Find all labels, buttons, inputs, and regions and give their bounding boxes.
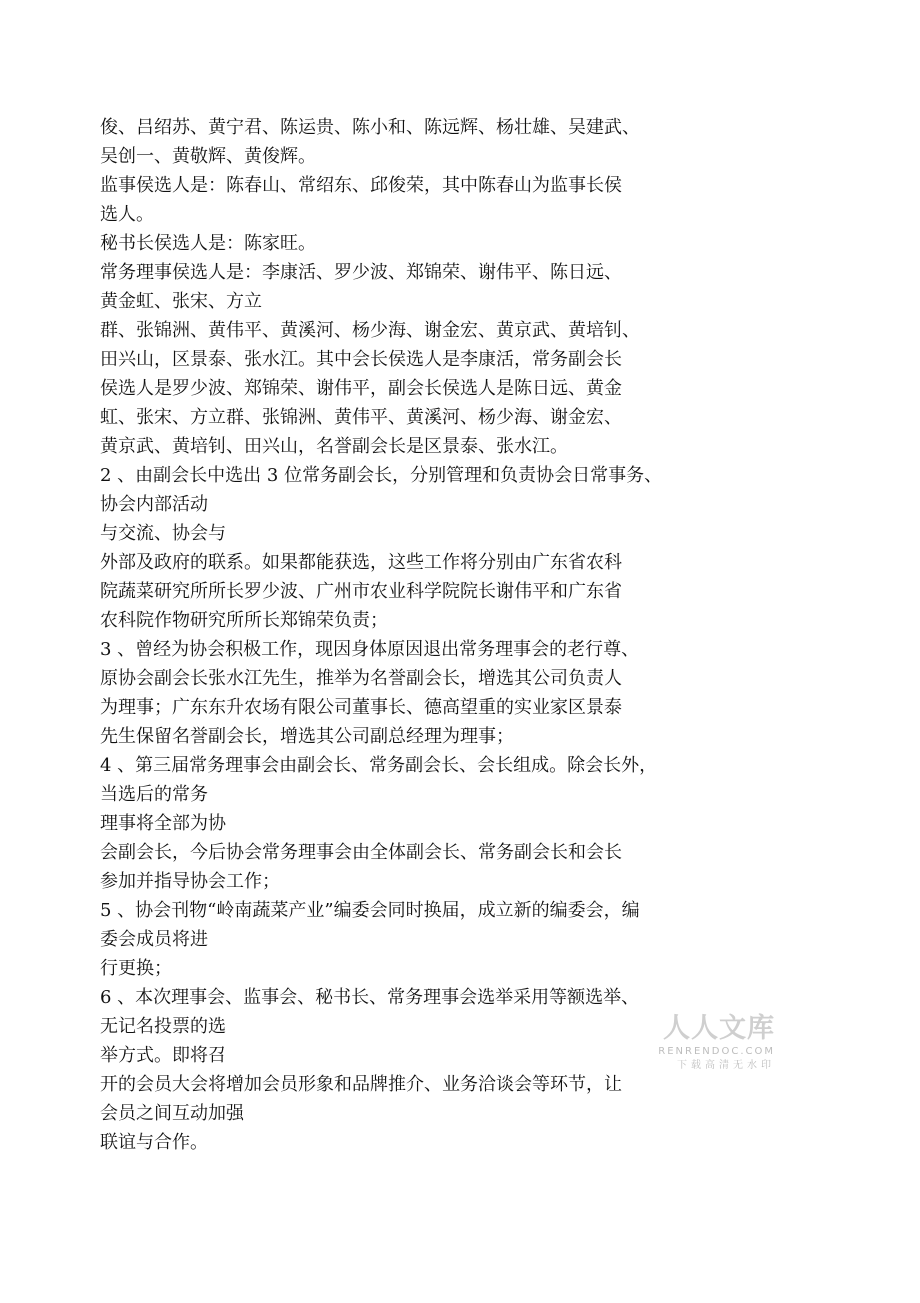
document-line: 农科院作物研究所所长郑锦荣负责； (100, 610, 388, 631)
document-line: 理事将全部为协 (100, 813, 226, 834)
document-line: 黄金虹、张宋、方立 (100, 291, 262, 312)
watermark-site: RENRENDOC.COM (658, 1046, 775, 1057)
document-line: 原协会副会长张水江先生，推举为名誉副会长，增选其公司负责人 (100, 668, 622, 689)
document-line: 参加并指导协会工作； (100, 871, 280, 892)
watermark-logo (640, 1013, 775, 1073)
document-line: 当选后的常务 (100, 784, 208, 805)
document-text-body (100, 113, 760, 1157)
document-line: 3 、曾经为协会积极工作，现因身体原因退出常务理事会的老行尊、 (100, 639, 640, 660)
document-line: 2 、由副会长中选出 3 位常务副会长，分别管理和负责协会日常事务、 (100, 465, 663, 486)
document-line: 为理事；广东东升农场有限公司董事长、德高望重的实业家区景泰 (100, 697, 622, 718)
document-line: 院蔬菜研究所所长罗少波、广州市农业科学院院长谢伟平和广东省 (100, 581, 622, 602)
document-line: 选人。 (100, 204, 154, 225)
document-line: 吴创一、黄敬辉、黄俊辉。 (100, 146, 316, 167)
document-line: 监事侯选人是：陈春山、常绍东、邱俊荣，其中陈春山为监事长侯 (100, 175, 622, 196)
document-line: 会副会长，今后协会常务理事会由全体副会长、常务副会长和会长 (100, 842, 622, 863)
document-line: 联谊与合作。 (100, 1132, 208, 1153)
document-line: 群、张锦洲、黄伟平、黄溪河、杨少海、谢金宏、黄京武、黄培钊、 (100, 320, 640, 341)
document-line: 5 、协会刊物“岭南蔬菜产业”编委会同时换届，成立新的编委会，编 (100, 900, 640, 921)
document-line: 秘书长侯选人是：陈家旺。 (100, 233, 316, 254)
watermark-brand: 人人文库 (663, 1013, 775, 1044)
document-line: 黄京武、黄培钊、田兴山，名誉副会长是区景泰、张水江。 (100, 436, 568, 457)
document-line: 委会成员将进 (100, 929, 208, 950)
document-line: 侯选人是罗少波、郑锦荣、谢伟平，副会长侯选人是陈日远、黄金 (100, 378, 622, 399)
watermark-tagline: 下载高清无水印 (677, 1060, 775, 1071)
document-line: 先生保留名誉副会长，增选其公司副总经理为理事； (100, 726, 514, 747)
document-line: 与交流、协会与 (100, 523, 226, 544)
document-line: 协会内部活动 (100, 494, 208, 515)
document-line: 6 、本次理事会、监事会、秘书长、常务理事会选举采用等额选举、 (100, 987, 640, 1008)
document-line: 行更换； (100, 958, 172, 979)
document-line: 无记名投票的选 (100, 1016, 226, 1037)
document-line: 会员之间互动加强 (100, 1103, 244, 1124)
document-line: 外部及政府的联系。如果都能获选，这些工作将分别由广东省农科 (100, 552, 622, 573)
document-line: 虹、张宋、方立群、张锦洲、黄伟平、黄溪河、杨少海、谢金宏、 (100, 407, 622, 428)
document-line: 开的会员大会将增加会员形象和品牌推介、业务洽谈会等环节，让 (100, 1074, 622, 1095)
document-line: 4 、第三届常务理事会由副会长、常务副会长、会长组成。除会长外， (100, 755, 658, 776)
document-line: 举方式。即将召 (100, 1045, 226, 1066)
document-line: 田兴山，区景泰、张水江。其中会长侯选人是李康活，常务副会长 (100, 349, 622, 370)
document-line: 常务理事侯选人是：李康活、罗少波、郑锦荣、谢伟平、陈日远、 (100, 262, 622, 283)
document-line: 俊、吕绍苏、黄宁君、陈运贵、陈小和、陈远辉、杨壮雄、吴建武、 (100, 117, 640, 138)
